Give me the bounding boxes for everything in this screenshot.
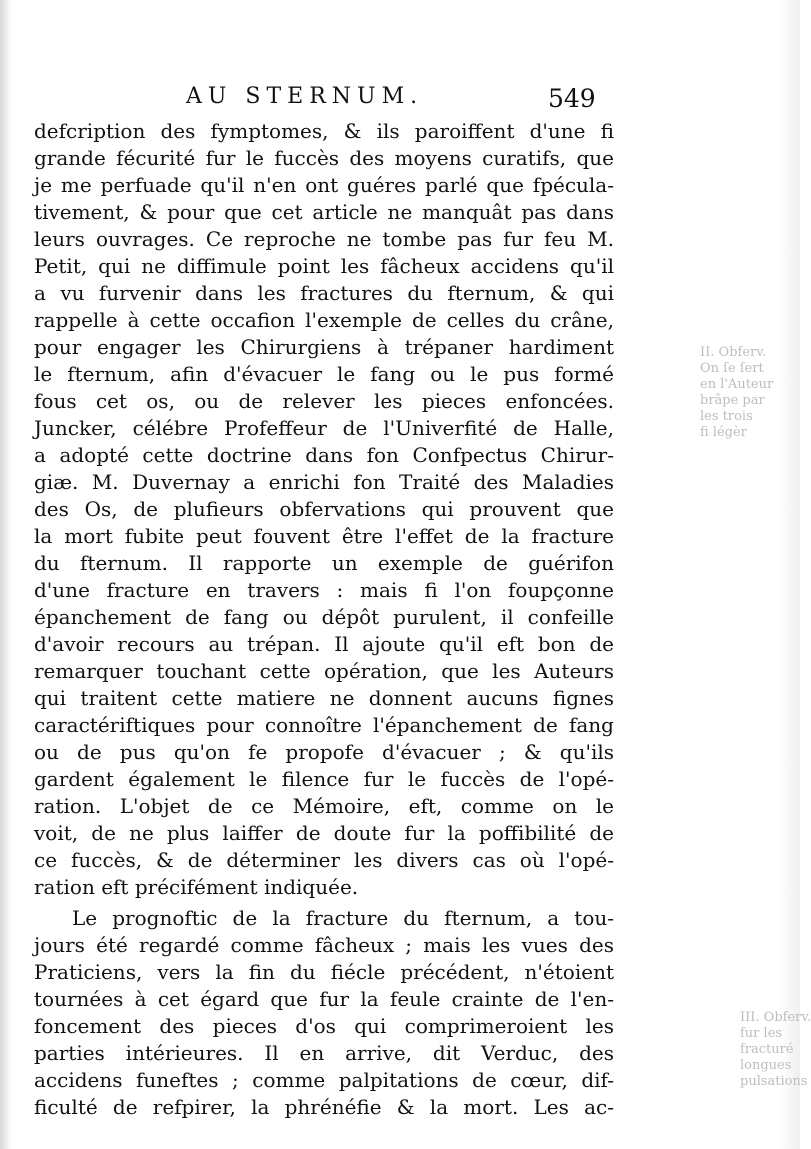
text-line: des Os, de plufieurs obfervations qui prouvent que bbox=[34, 497, 614, 521]
text-line: grande fécurité fur le fuccès des moyens curatifs, que bbox=[34, 146, 614, 170]
running-head: AU STERNUM. bbox=[186, 84, 424, 109]
text-line: la mort fubite peut fouvent être l'effet de la fracture bbox=[34, 524, 614, 548]
text-line: Juncker, célébre Profeffeur de l'Univerfité de Halle, bbox=[34, 416, 614, 440]
text-line: ce fuccès, & de déterminer les divers cas où l'opé- bbox=[34, 848, 614, 872]
text-line: accidens funeftes ; comme palpitations de cœur, dif- bbox=[34, 1068, 614, 1092]
text-line: foncement des pieces d'os qui comprimeroient les bbox=[34, 1014, 614, 1038]
text-line: voit, de ne plus laiffer de doute fur la poffibilité de bbox=[34, 821, 614, 845]
text-line: pour engager les Chirurgiens à trépaner hardiment bbox=[34, 335, 614, 359]
text-line: ou de pus qu'on fe propofe d'évacuer ; & qu'ils bbox=[34, 740, 614, 764]
page-gutter-shadow bbox=[0, 0, 10, 1149]
text-line: épanchement de fang ou dépôt purulent, il confeille bbox=[34, 605, 614, 629]
text-line: qui traitent cette matiere ne donnent aucuns fignes bbox=[34, 686, 614, 710]
text-line: a vu furvenir dans les fractures du fternum, & qui bbox=[34, 281, 614, 305]
text-line: defcription des fymptomes, & ils paroiffent d'une fi bbox=[34, 119, 614, 143]
page-body-text bbox=[34, 118, 614, 1121]
text-line: du fternum. Il rapporte un exemple de guérifon bbox=[34, 551, 614, 575]
text-line: d'avoir recours au trépan. Il ajoute qu'il eft bon de bbox=[34, 632, 614, 656]
text-line: jours été regardé comme fâcheux ; mais les vues des bbox=[34, 933, 614, 957]
text-line: rappelle à cette occafion l'exemple de celles du crâne, bbox=[34, 308, 614, 332]
text-line: caractériftiques pour connoître l'épanchement de fang bbox=[34, 713, 614, 737]
text-line: ration eft précifément indiquée. bbox=[34, 875, 359, 899]
text-line: tournées à cet égard que fur la feule crainte de l'en- bbox=[34, 987, 614, 1011]
text-line: giæ. M. Duvernay a enrichi fon Traité des Maladies bbox=[34, 470, 614, 494]
page-number: 549 bbox=[548, 84, 596, 113]
bleed-through-margin-note: II. Obferv. On ſe ſert en l'Auteur brâpe par les trois fi légèr bbox=[700, 345, 774, 440]
bleed-through-margin-note: III. Obferv. fur les fracturé longues pulsations bbox=[740, 1010, 811, 1089]
text-line: Praticiens, vers la fin du fiécle précédent, n'étoient bbox=[34, 960, 614, 984]
text-line: remarquer touchant cette opération, que les Auteurs bbox=[34, 659, 614, 683]
text-line: je me perfuade qu'il n'en ont guéres parlé que fpécula- bbox=[34, 173, 614, 197]
text-line: a adopté cette doctrine dans fon Confpectus Chirur- bbox=[34, 443, 614, 467]
text-line: parties intérieures. Il en arrive, dit Verduc, des bbox=[34, 1041, 614, 1065]
text-line: gardent également le filence fur le fuccès de l'opé- bbox=[34, 767, 614, 791]
text-line: Le prognoftic de la fracture du fternum, a tou- bbox=[72, 906, 614, 930]
text-line: le fternum, afin d'évacuer le fang ou le pus formé bbox=[34, 362, 614, 386]
text-line: d'une fracture en travers : mais fi l'on foupçonne bbox=[34, 578, 614, 602]
text-line: ficulté de refpirer, la phrénéfie & la mort. Les ac- bbox=[34, 1095, 614, 1119]
text-line: tivement, & pour que cet article ne manquât pas dans bbox=[34, 200, 614, 224]
text-line: leurs ouvrages. Ce reproche ne tombe pas fur feu M. bbox=[34, 227, 614, 251]
text-line: ration. L'objet de ce Mémoire, eft, comme on le bbox=[34, 794, 614, 818]
text-line: fous cet os, ou de relever les pieces enfoncées. bbox=[34, 389, 614, 413]
text-line: Petit, qui ne diffimule point les fâcheux accidens qu'il bbox=[34, 254, 614, 278]
